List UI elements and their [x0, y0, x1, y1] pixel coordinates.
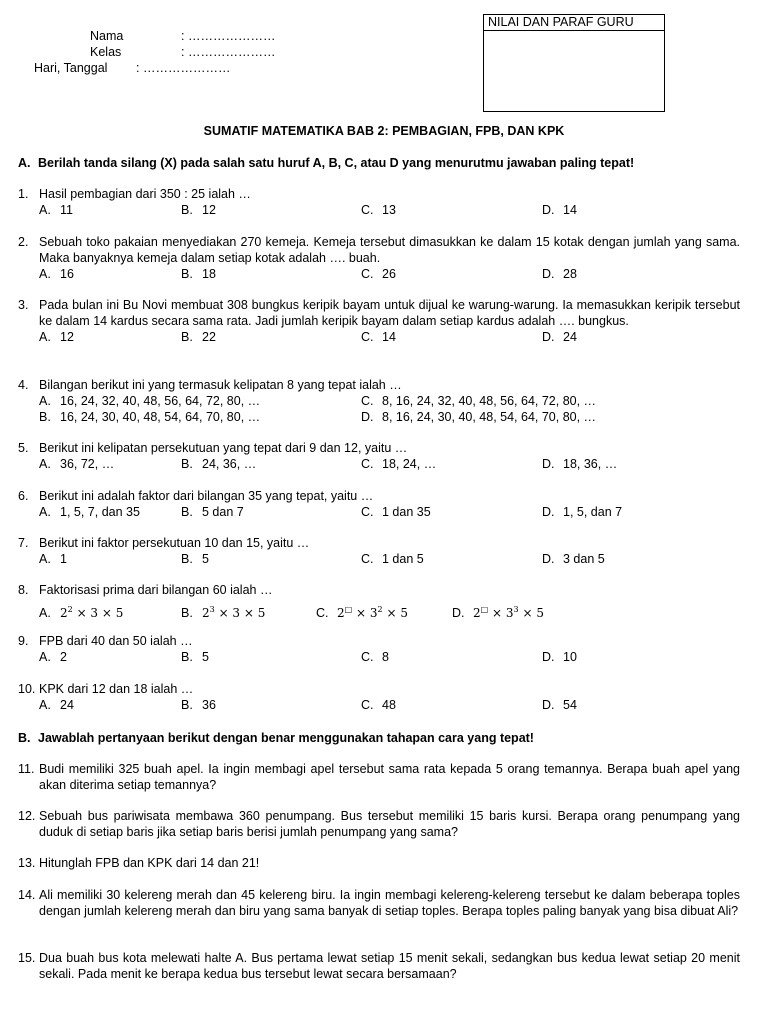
option-d[interactable]: D. 54 — [542, 697, 577, 712]
question-text: Berikut ini kelipatan persekutuan yang tepat dari 9 dan 12, yaitu … — [39, 441, 408, 455]
option-a[interactable]: A. 12 — [39, 329, 74, 344]
name-label: Nama — [90, 29, 124, 43]
option-b[interactable]: B. 24, 36, … — [181, 456, 257, 471]
question-number: 4. — [18, 378, 29, 392]
option-d[interactable]: D. 1, 5, dan 7 — [542, 504, 623, 519]
option-b[interactable]: B. 22 — [181, 329, 216, 344]
question-10 — [18, 682, 740, 714]
question-number: 9. — [18, 634, 29, 648]
question-text: Faktorisasi prima dari bilangan 60 ialah … — [39, 583, 273, 597]
question-number: 8. — [18, 583, 29, 597]
question-text: Pada bulan ini Bu Novi membuat 308 bungkus keripik bayam untuk dijual ke warung-warung. Ia memasukkan keripik tersebut ke dalam 14 kardus secara sama rata. Jadi jumlah keripik bayam dalam setiap kardus adalah …. bungkus. — [39, 298, 740, 328]
option-b[interactable]: B. 16, 24, 30, 40, 48, 54, 64, 70, 80, … — [39, 409, 261, 424]
question-13 — [18, 856, 740, 872]
option-d[interactable]: D. 14 — [542, 202, 577, 217]
option-b[interactable]: B. 5 dan 7 — [181, 504, 244, 519]
option-c[interactable]: C. 1 dan 35 — [361, 504, 431, 519]
section-a-text: Berilah tanda silang (X) pada salah satu huruf A, B, C, atau D yang menurutmu jawaban paling tepat! — [38, 156, 635, 170]
question-text: Sebuah bus pariwisata membawa 360 penumpang. Bus tersebut memiliki 15 baris kursi. Berapa orang penumpang yang duduk di setiap baris jika setiap baris berisi jumlah penumpang yang sama? — [39, 809, 740, 839]
option-b[interactable]: B. 18 — [181, 266, 216, 281]
question-text: Bilangan berikut ini yang termasuk kelipatan 8 yang tepat ialah … — [39, 378, 402, 392]
option-c[interactable]: C. 13 — [361, 202, 396, 217]
question-6 — [18, 489, 740, 521]
question-number: 12. — [18, 809, 36, 823]
section-b-text: Jawablah pertanyaan berikut dengan benar menggunakan tahapan cara yang tepat! — [38, 731, 534, 745]
option-d[interactable]: D. 10 — [542, 649, 577, 664]
question-number: 13. — [18, 856, 36, 870]
question-text: FPB dari 40 dan 50 ialah … — [39, 634, 193, 648]
option-d[interactable]: D. 18, 36, … — [542, 456, 618, 471]
class-label: Kelas — [90, 45, 122, 59]
question-7 — [18, 536, 740, 568]
option-c[interactable]: C. 1 dan 5 — [361, 551, 424, 566]
question-text: Hasil pembagian dari 350 : 25 ialah … — [39, 187, 251, 201]
question-text: Ali memiliki 30 kelereng merah dan 45 kelereng biru. Ia ingin membagi kelereng-kelereng tersebut ke dalam beberapa toples dengan jumlah kelereng merah dan biru yang sama banyak di setiap toples. Berapa toples paling banyak yang bisa dibuat Ali? — [39, 888, 740, 918]
option-a[interactable]: A. 2 — [39, 649, 67, 664]
section-a-letter: A. — [18, 156, 31, 170]
question-number: 7. — [18, 536, 29, 550]
question-12 — [18, 809, 740, 841]
option-d[interactable]: D. 3 dan 5 — [542, 551, 605, 566]
question-9 — [18, 634, 740, 666]
option-c[interactable]: C. 48 — [361, 697, 396, 712]
option-b[interactable]: B. $2^3 \times 3 \times 5$ — [181, 604, 266, 620]
option-a[interactable]: A. 36, 72, … — [39, 456, 115, 471]
question-number: 14. — [18, 888, 36, 902]
question-text: KPK dari 12 dan 18 ialah … — [39, 682, 194, 696]
question-number: 3. — [18, 298, 29, 312]
question-number: 10. — [18, 682, 36, 696]
question-5 — [18, 441, 740, 473]
option-a[interactable]: A. 11 — [39, 202, 73, 217]
question-text: Hitunglah FPB dan KPK dari 14 dan 21! — [39, 856, 260, 870]
option-b[interactable]: B. 5 — [181, 551, 209, 566]
option-d[interactable]: D. 8, 16, 24, 30, 40, 48, 54, 64, 70, 80, … — [361, 409, 597, 424]
option-c[interactable]: C. $2^□ \times 3^2 \times 5$ — [316, 604, 408, 620]
question-number: 1. — [18, 187, 29, 201]
question-text: Berikut ini adalah faktor dari bilangan 35 yang tepat, yaitu … — [39, 489, 374, 503]
date-field[interactable]: : ………………… — [136, 61, 231, 75]
question-3 — [18, 298, 740, 346]
date-label: Hari, Tanggal — [34, 61, 108, 75]
option-b[interactable]: B. 5 — [181, 649, 209, 664]
question-4 — [18, 378, 740, 426]
question-text: Berikut ini faktor persekutuan 10 dan 15, yaitu … — [39, 536, 310, 550]
option-c[interactable]: C. 8, 16, 24, 32, 40, 48, 56, 64, 72, 80, … — [361, 393, 597, 408]
question-14 — [18, 888, 740, 920]
question-1 — [18, 187, 740, 219]
question-15 — [18, 951, 740, 983]
question-text: Budi memiliki 325 buah apel. Ia ingin membagi apel tersebut sama rata kepada 5 orang temannya. Berapa buah apel yang akan diterima setiap temannya? — [39, 762, 740, 792]
grade-box — [483, 14, 665, 112]
question-8 — [18, 583, 740, 619]
option-a[interactable]: A. 16 — [39, 266, 74, 281]
question-text: Sebuah toko pakaian menyediakan 270 kemeja. Kemeja tersebut dimasukkan ke dalam 15 kotak dengan jumlah yang sama. Maka banyaknya kemeja dalam setiap kotak adalah …. buah. — [39, 235, 740, 265]
question-number: 2. — [18, 235, 29, 249]
option-a[interactable]: A. 1 — [39, 551, 67, 566]
question-number: 6. — [18, 489, 29, 503]
option-d[interactable]: D. $2^□ \times 3^3 \times 5$ — [452, 604, 544, 620]
option-a[interactable]: A. 1, 5, 7, dan 35 — [39, 504, 140, 519]
name-field[interactable]: : ………………… — [181, 29, 276, 43]
page-title: SUMATIF MATEMATIKA BAB 2: PEMBAGIAN, FPB, DAN KPK — [203, 124, 565, 138]
option-c[interactable]: C. 26 — [361, 266, 396, 281]
option-b[interactable]: B. 12 — [181, 202, 216, 217]
question-11 — [18, 762, 740, 794]
option-d[interactable]: D. 28 — [542, 266, 577, 281]
section-b-letter: B. — [18, 731, 31, 745]
option-c[interactable]: C. 8 — [361, 649, 389, 664]
question-number: 11. — [18, 762, 35, 776]
option-a[interactable]: A. $2^2 \times 3 \times 5$ — [39, 604, 124, 620]
option-d[interactable]: D. 24 — [542, 329, 577, 344]
option-b[interactable]: B. 36 — [181, 697, 216, 712]
option-a[interactable]: A. 16, 24, 32, 40, 48, 56, 64, 72, 80, … — [39, 393, 261, 408]
option-a[interactable]: A. 24 — [39, 697, 74, 712]
option-c[interactable]: C. 18, 24, … — [361, 456, 437, 471]
question-2 — [18, 235, 740, 283]
question-number: 5. — [18, 441, 29, 455]
section-a-instruction — [18, 156, 634, 170]
class-field[interactable]: : ………………… — [181, 45, 276, 59]
question-number: 15. — [18, 951, 36, 965]
question-text: Dua buah bus kota melewati halte A. Bus pertama lewat setiap 15 menit sekali, sedangkan bus kedua lewat setiap 20 menit sekali. Pada menit ke berapa kedua bus tersebut lewat secara bersamaan? — [39, 951, 740, 981]
section-b-instruction — [18, 731, 534, 745]
option-c[interactable]: C. 14 — [361, 329, 396, 344]
grade-box-title: NILAI DAN PARAF GURU — [484, 15, 664, 31]
